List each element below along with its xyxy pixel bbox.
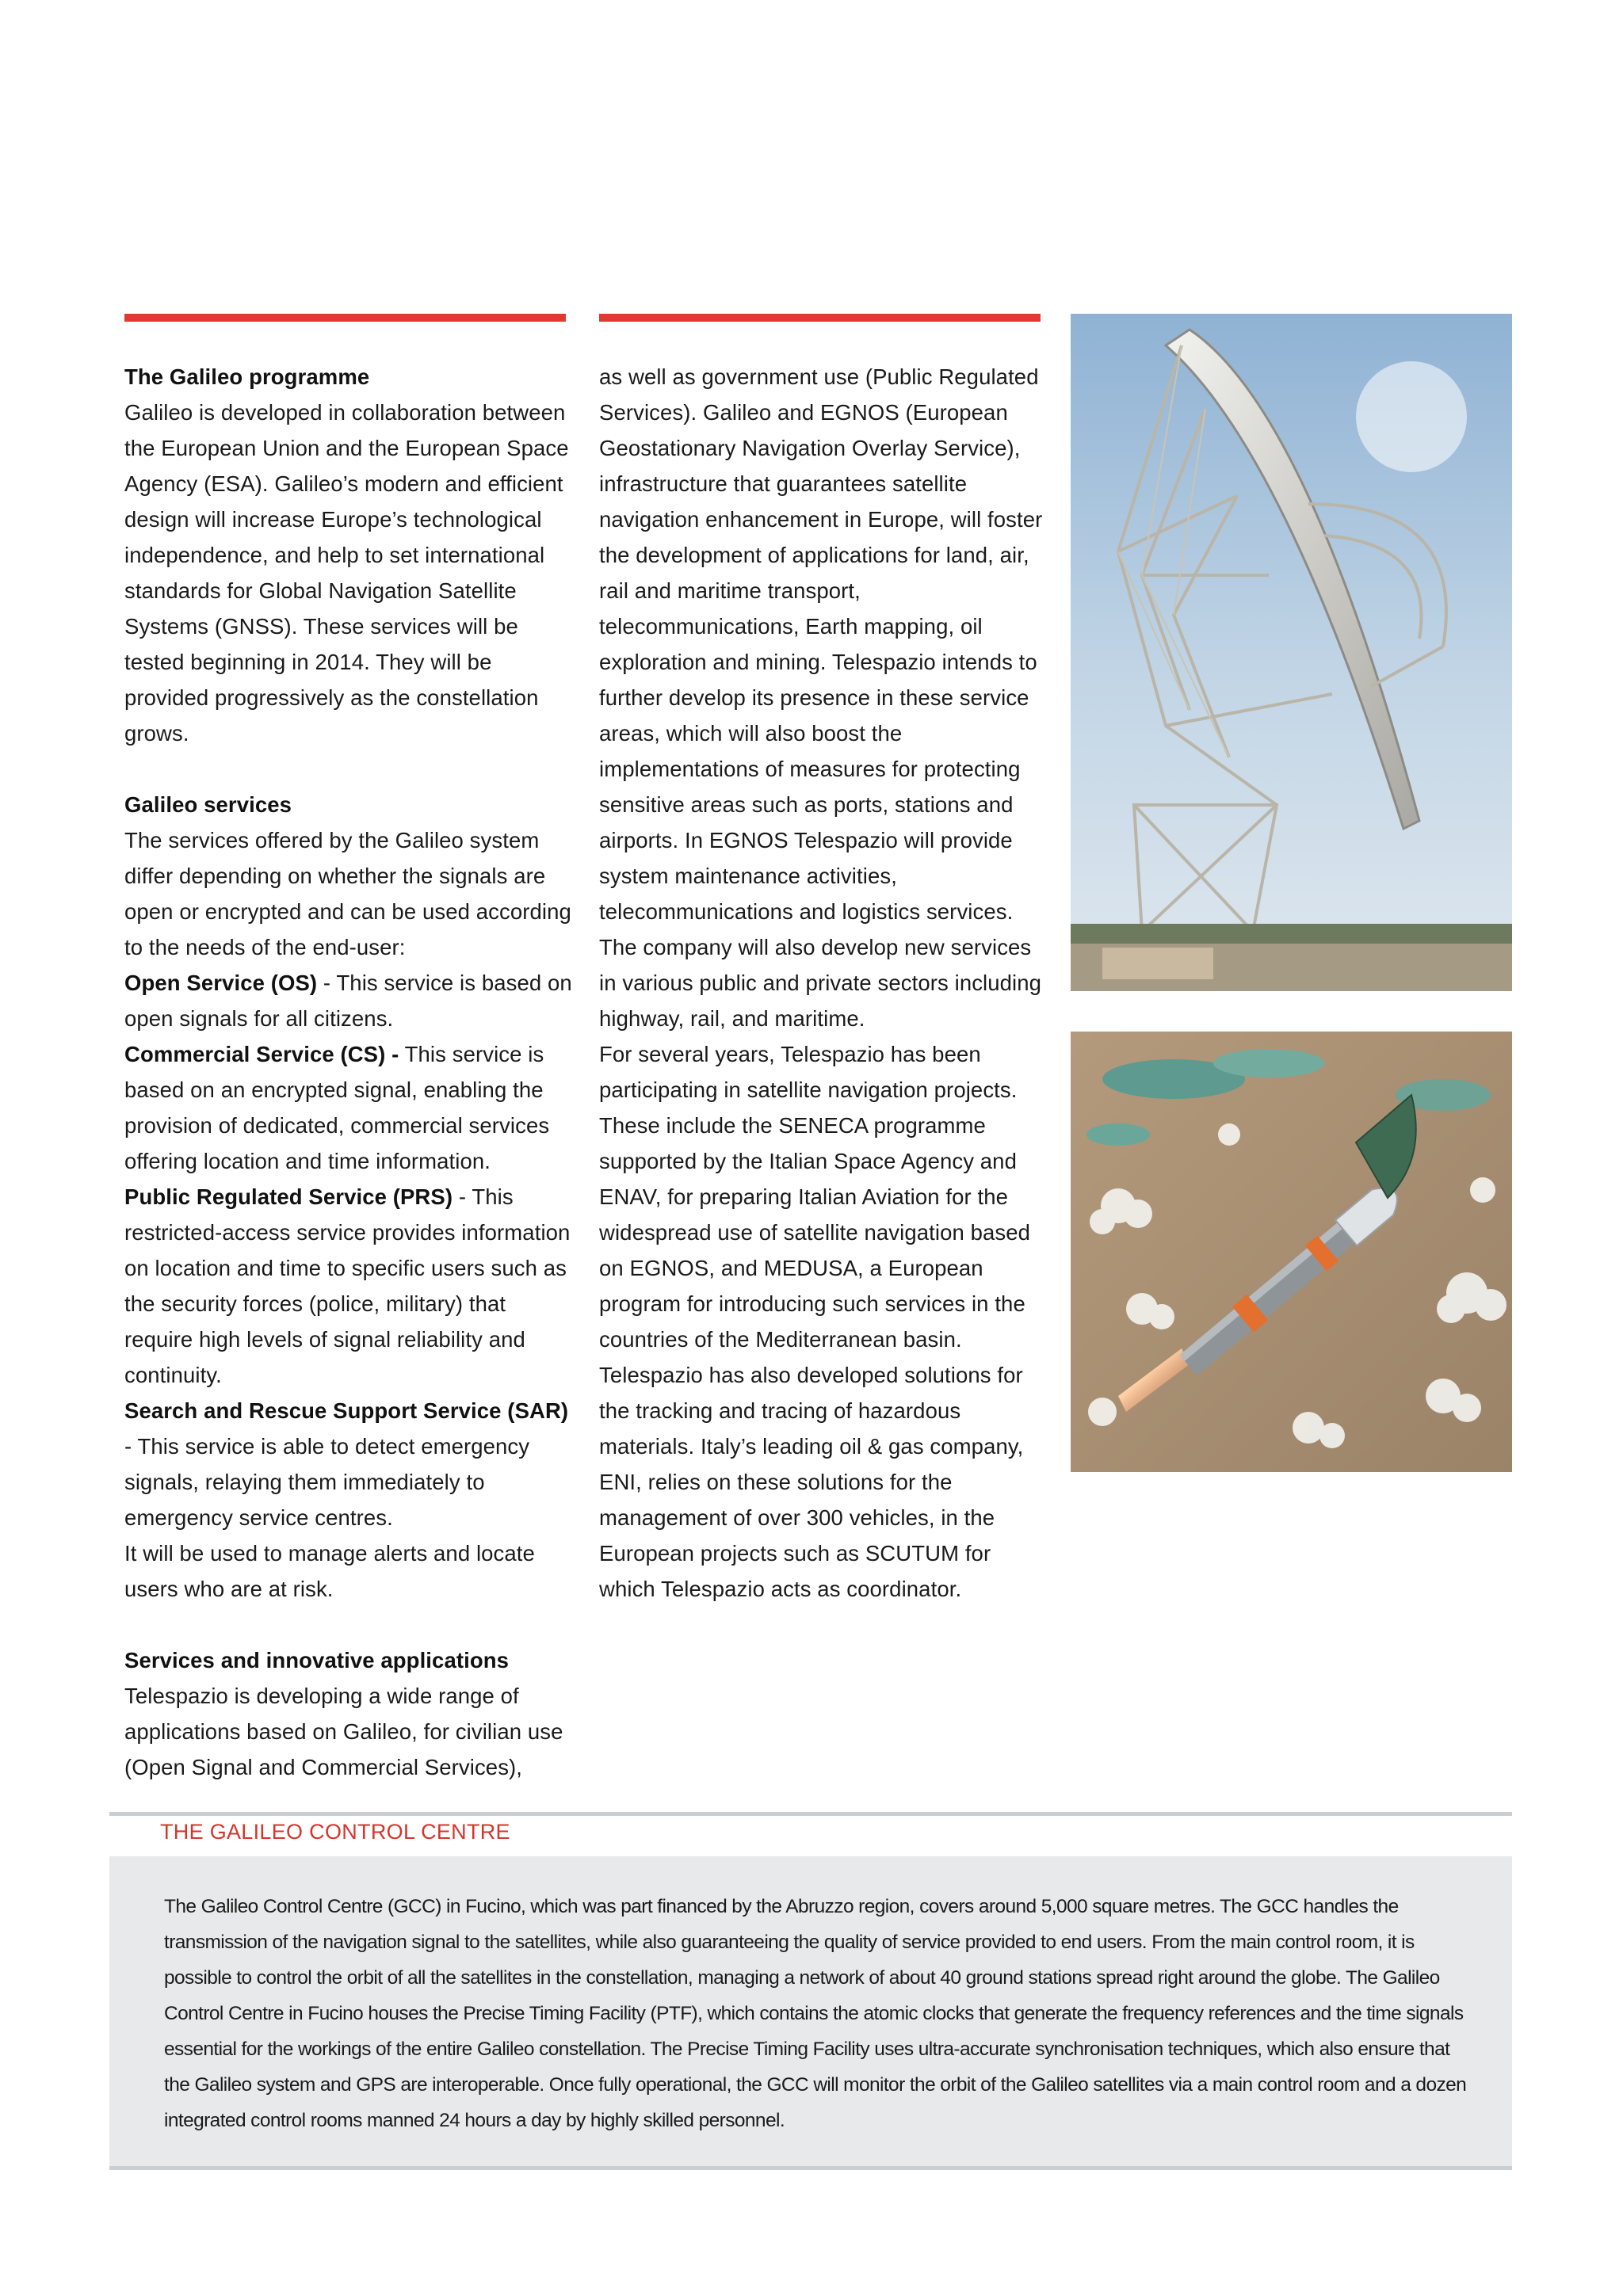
middle-paragraph-3: Telespazio has also developed solutions for the tracking and tracing of hazardous materials. Italy’s leading oil & gas company, ENI, relies on these solutions for the management of over 300 vehicles, in the European projects such as SCUTUM for which Telespazio acts as coordinator. bbox=[599, 1363, 1024, 1601]
section-title-galileo-services: Galileo services bbox=[124, 792, 292, 817]
open-service-item bbox=[124, 965, 576, 1036]
sar-text-2: It will be used to manage alerts and locate users who are at risk. bbox=[124, 1541, 535, 1601]
commercial-service-item bbox=[124, 1036, 576, 1179]
satellite-dish-icon bbox=[1071, 314, 1512, 991]
prs-text: - This restricted-access service provides information on location and time to specific users such as the security forces (police, military) that require high levels of signal reliability and continuity. bbox=[124, 1184, 571, 1387]
rocket-illustration bbox=[1071, 1032, 1512, 1472]
info-box-title: THE GALILEO CONTROL CENTRE bbox=[160, 1820, 510, 1844]
sar-item bbox=[124, 1393, 576, 1535]
open-service-text: - This service is based on open signals for all citizens. bbox=[124, 971, 572, 1031]
middle-column bbox=[599, 359, 1051, 1607]
section-title-galileo-programme: The Galileo programme bbox=[124, 364, 370, 389]
innovative-applications-text: Telespazio is developing a wide range of applications based on Galileo, for civilian use (Open Signal and Commercial Services), bbox=[124, 1684, 563, 1779]
sar-text: - This service is able to detect emergency signals, relaying them immediately to emergency service centres. bbox=[124, 1434, 530, 1530]
info-box-text: The Galileo Control Centre (GCC) in Fucino, which was part financed by the Abruzzo region, covers around 5,000 square metres. The GCC handles the transmission of the navigation signal to the satellites, while also guaranteeing the quality of service provided to end users. From the main control room, it is possible to control the orbit of all the satellites in the constellation, managing a network of about 40 ground stations spread right around the globe. The Galileo Control Centre in Fucino houses the Precise Timing Facility (PTF), which contains the atomic clocks that generate the frequency references and the time signals essential for the workings of the entire Galileo constellation. The Precise Timing Facility uses ultra-accurate synchronisation techniques, which also ensure that the Galileo system and GPS are interoperable. Once fully operational, the GCC will monitor the orbit of the Galileo satellites via a main control room and a dozen integrated control rooms manned 24 hours a day by highly skilled personnel. bbox=[164, 1896, 1467, 2131]
middle-paragraph-1: as well as government use (Public Regulated Services). Galileo and EGNOS (European Geostationary Navigation Overlay Service), infrastructure that guarantees satellite navigation enhancement in Europe, will foster the development of applications for land, air, rail and maritime transport, telecommunications, Earth mapping, oil exploration and mining. Telespazio intends to further develop its presence in these service areas, which will also boost the implementations of measures for protecting sensitive areas such as ports, stations and airports. In EGNOS Telespazio will provide system maintenance activities, telecommunications and logistics services. The company will also develop new services in various public and private sectors including highway, rail, and maritime. bbox=[599, 364, 1043, 1031]
info-box-bottom-border bbox=[109, 2166, 1512, 2170]
left-column-rule bbox=[124, 314, 566, 322]
rocket-launch-icon bbox=[1071, 1032, 1512, 1472]
middle-column-rule bbox=[599, 314, 1041, 322]
left-column bbox=[124, 359, 576, 1785]
galileo-services-text: The services offered by the Galileo system differ depending on whether the signals are open or encrypted and can be used according to the needs of the end-user: bbox=[124, 828, 571, 959]
commercial-service-text: This service is based on an encrypted signal, enabling the provision of dedicated, commercial services offering location and time information. bbox=[124, 1042, 550, 1173]
antenna-photo bbox=[1071, 314, 1512, 991]
info-box bbox=[109, 1856, 1512, 2166]
commercial-service-label: Commercial Service (CS) - bbox=[124, 1042, 399, 1066]
sar-label: Search and Rescue Support Service (SAR) bbox=[124, 1398, 569, 1423]
prs-label: Public Regulated Service (PRS) bbox=[124, 1184, 453, 1209]
section-title-innovative-applications: Services and innovative applications bbox=[124, 1648, 510, 1672]
prs-item bbox=[124, 1179, 576, 1393]
galileo-programme-text: Galileo is developed in collaboration between the European Union and the European Space Agency (ESA). Galileo’s modern and efficient design will increase Europe’s technological independence, and help to set international standards for Global Navigation Satellite Systems (GNSS). These services will be tested beginning in 2014. They will be provided progressively as the constellation grows. bbox=[124, 400, 569, 746]
open-service-label: Open Service (OS) bbox=[124, 971, 318, 995]
info-box-top-border bbox=[109, 1812, 1512, 1816]
middle-paragraph-2: For several years, Telespazio has been participating in satellite navigation projects. These include the SENECA programme supported by the Italian Space Agency and ENAV, for preparing Italian Aviation for the widespread use of satellite navigation based on EGNOS, and MEDUSA, a European program for introducing such services in the countries of the Mediterranean basin. bbox=[599, 1042, 1031, 1352]
